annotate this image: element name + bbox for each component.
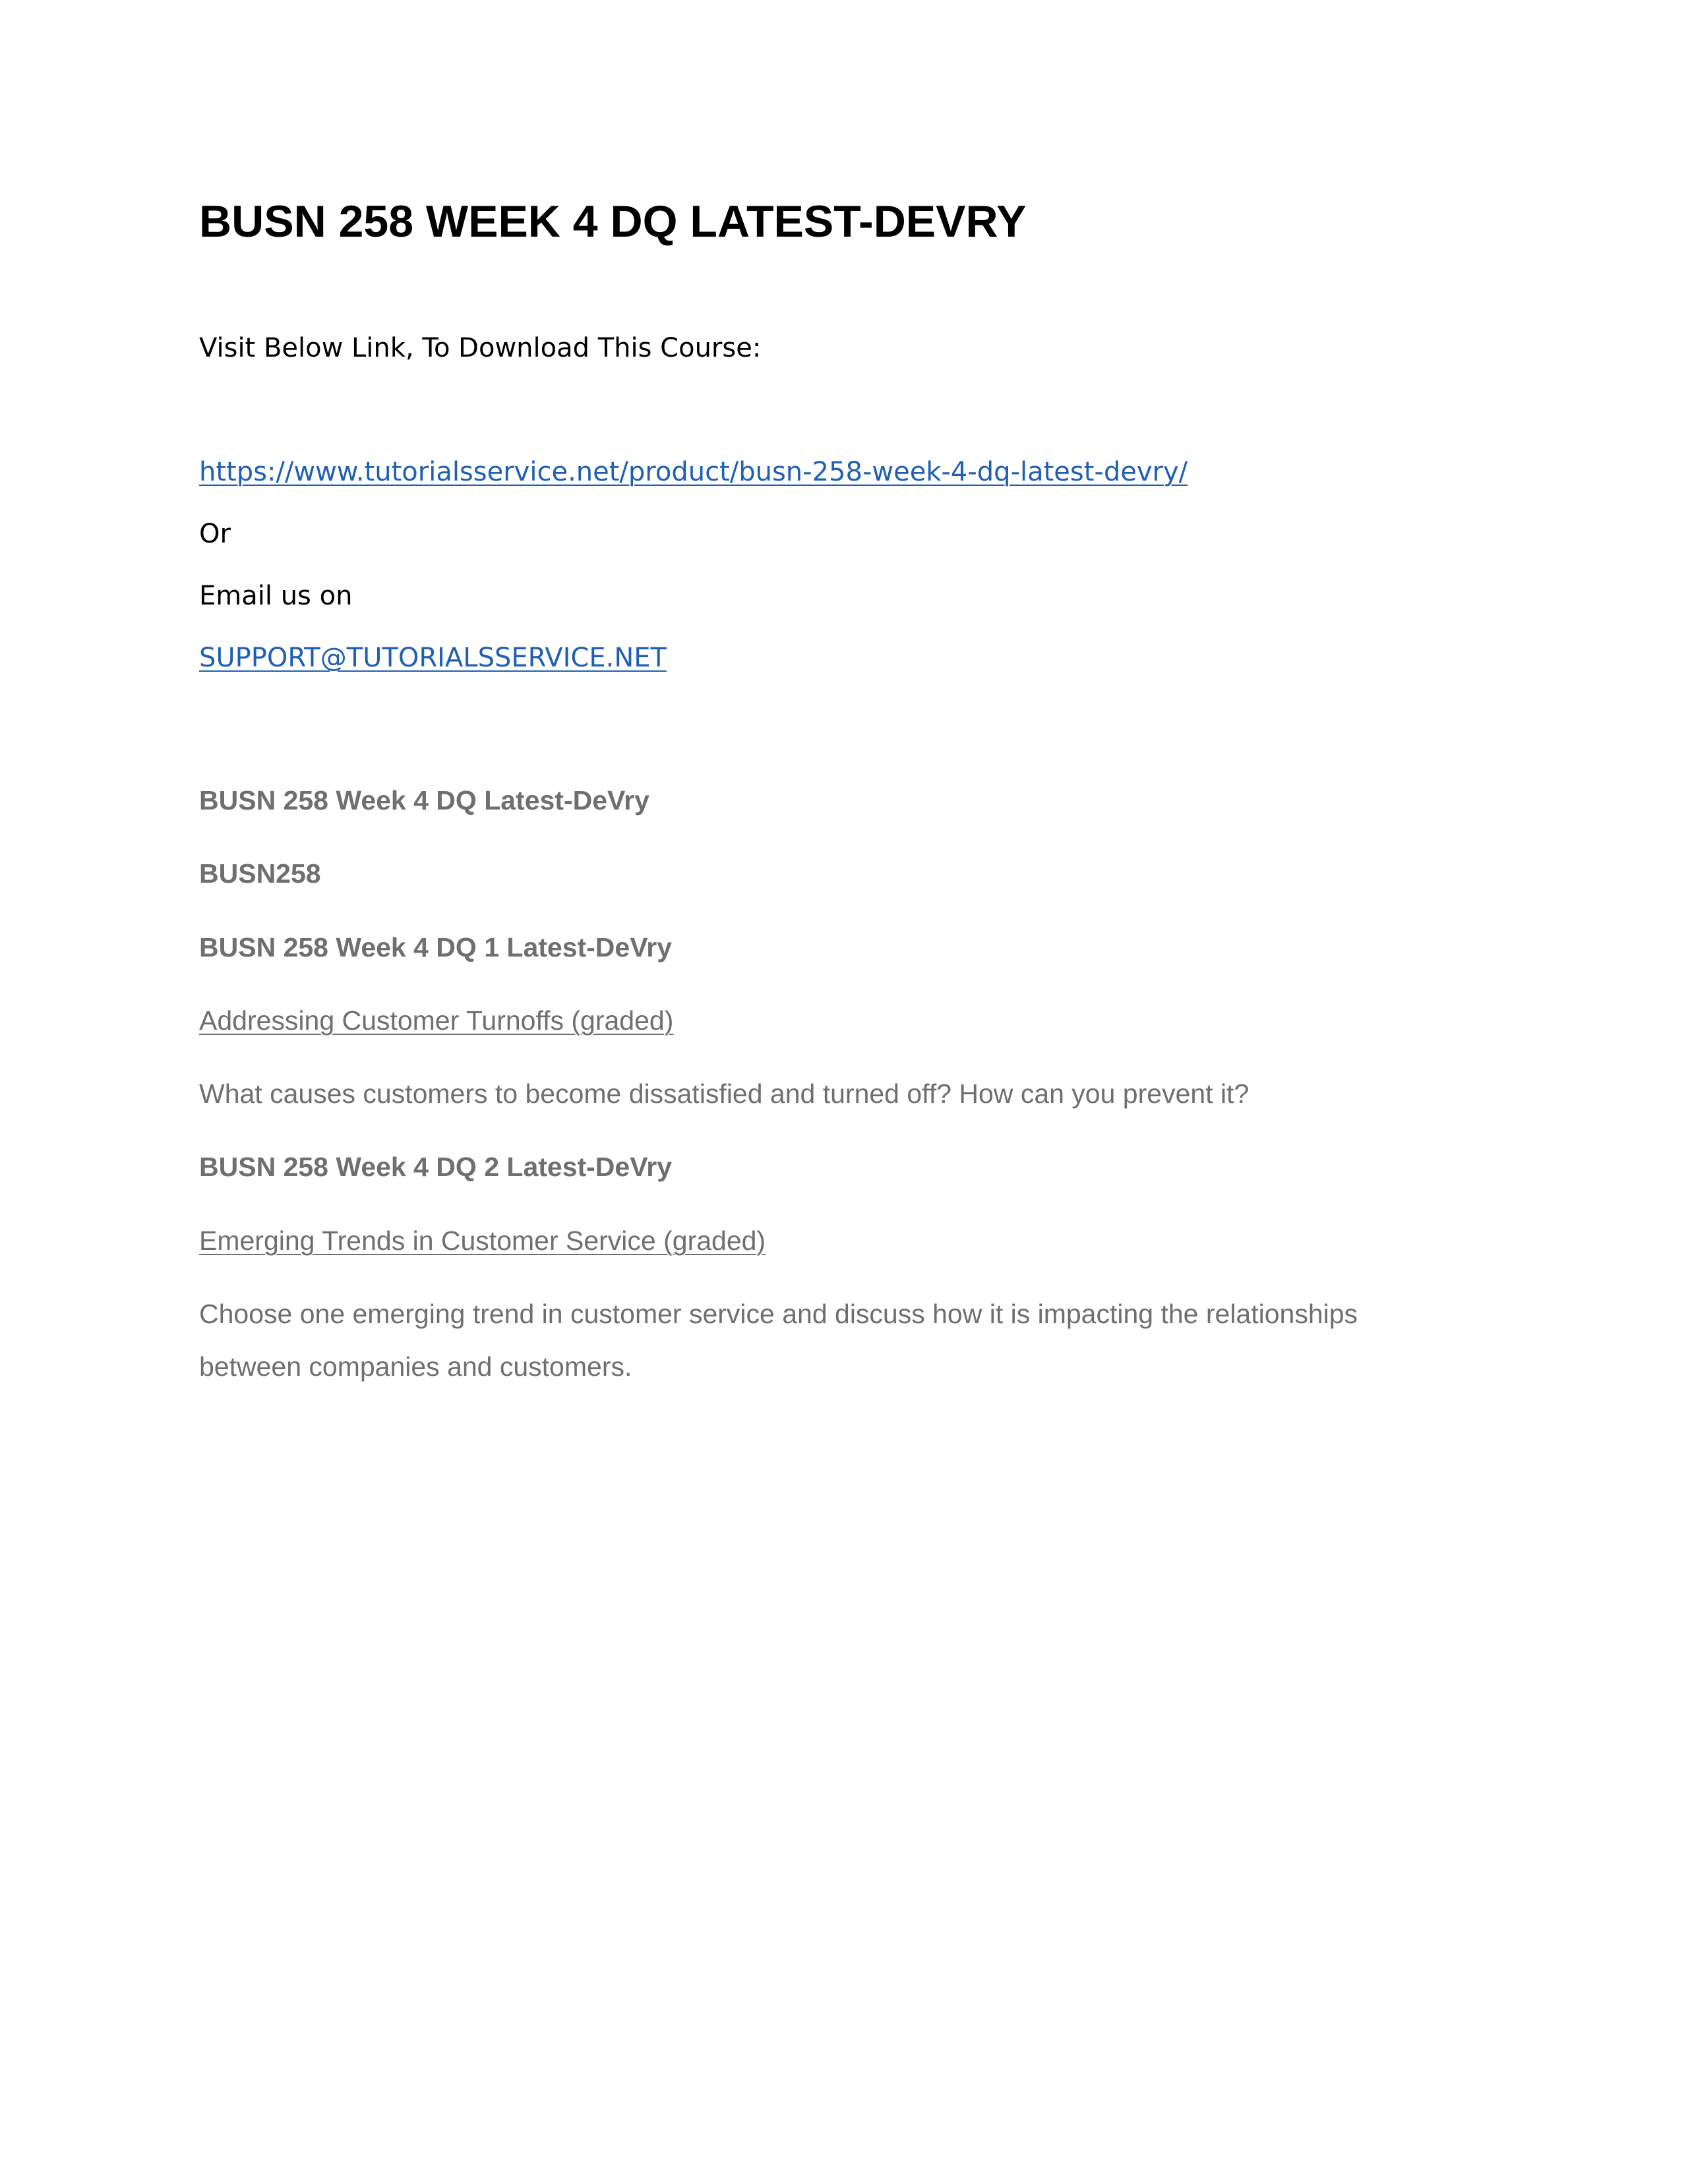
dq2-question: Choose one emerging trend in customer service and discuss how it is impacting the relationships between companies and customers. xyxy=(199,1299,1358,1382)
email-prompt: Email us on xyxy=(199,581,353,611)
dq1-heading: BUSN 258 Week 4 DQ 1 Latest-DeVry xyxy=(199,932,673,962)
page-title: BUSN 258 WEEK 4 DQ LATEST-DEVRY xyxy=(199,196,1027,247)
email-link[interactable]: SUPPORT@TUTORIALSSERVICE.NET xyxy=(199,643,667,673)
content-heading: BUSN 258 Week 4 DQ Latest-DeVry xyxy=(199,785,649,815)
dq1-topic: Addressing Customer Turnoffs (graded) xyxy=(199,1005,674,1036)
dq1-question: What causes customers to become dissatisfied and turned off? How can you prevent it? xyxy=(199,1078,1250,1109)
course-code: BUSN258 xyxy=(199,858,321,889)
dq2-heading: BUSN 258 Week 4 DQ 2 Latest-DeVry xyxy=(199,1152,673,1182)
product-link[interactable]: https://www.tutorialsservice.net/product/busn-258-week-4-dq-latest-devry/ xyxy=(199,457,1188,487)
dq2-topic: Emerging Trends in Customer Service (graded) xyxy=(199,1225,766,1256)
or-text: Or xyxy=(199,519,231,549)
intro-text: Visit Below Link, To Download This Course: xyxy=(199,333,762,363)
